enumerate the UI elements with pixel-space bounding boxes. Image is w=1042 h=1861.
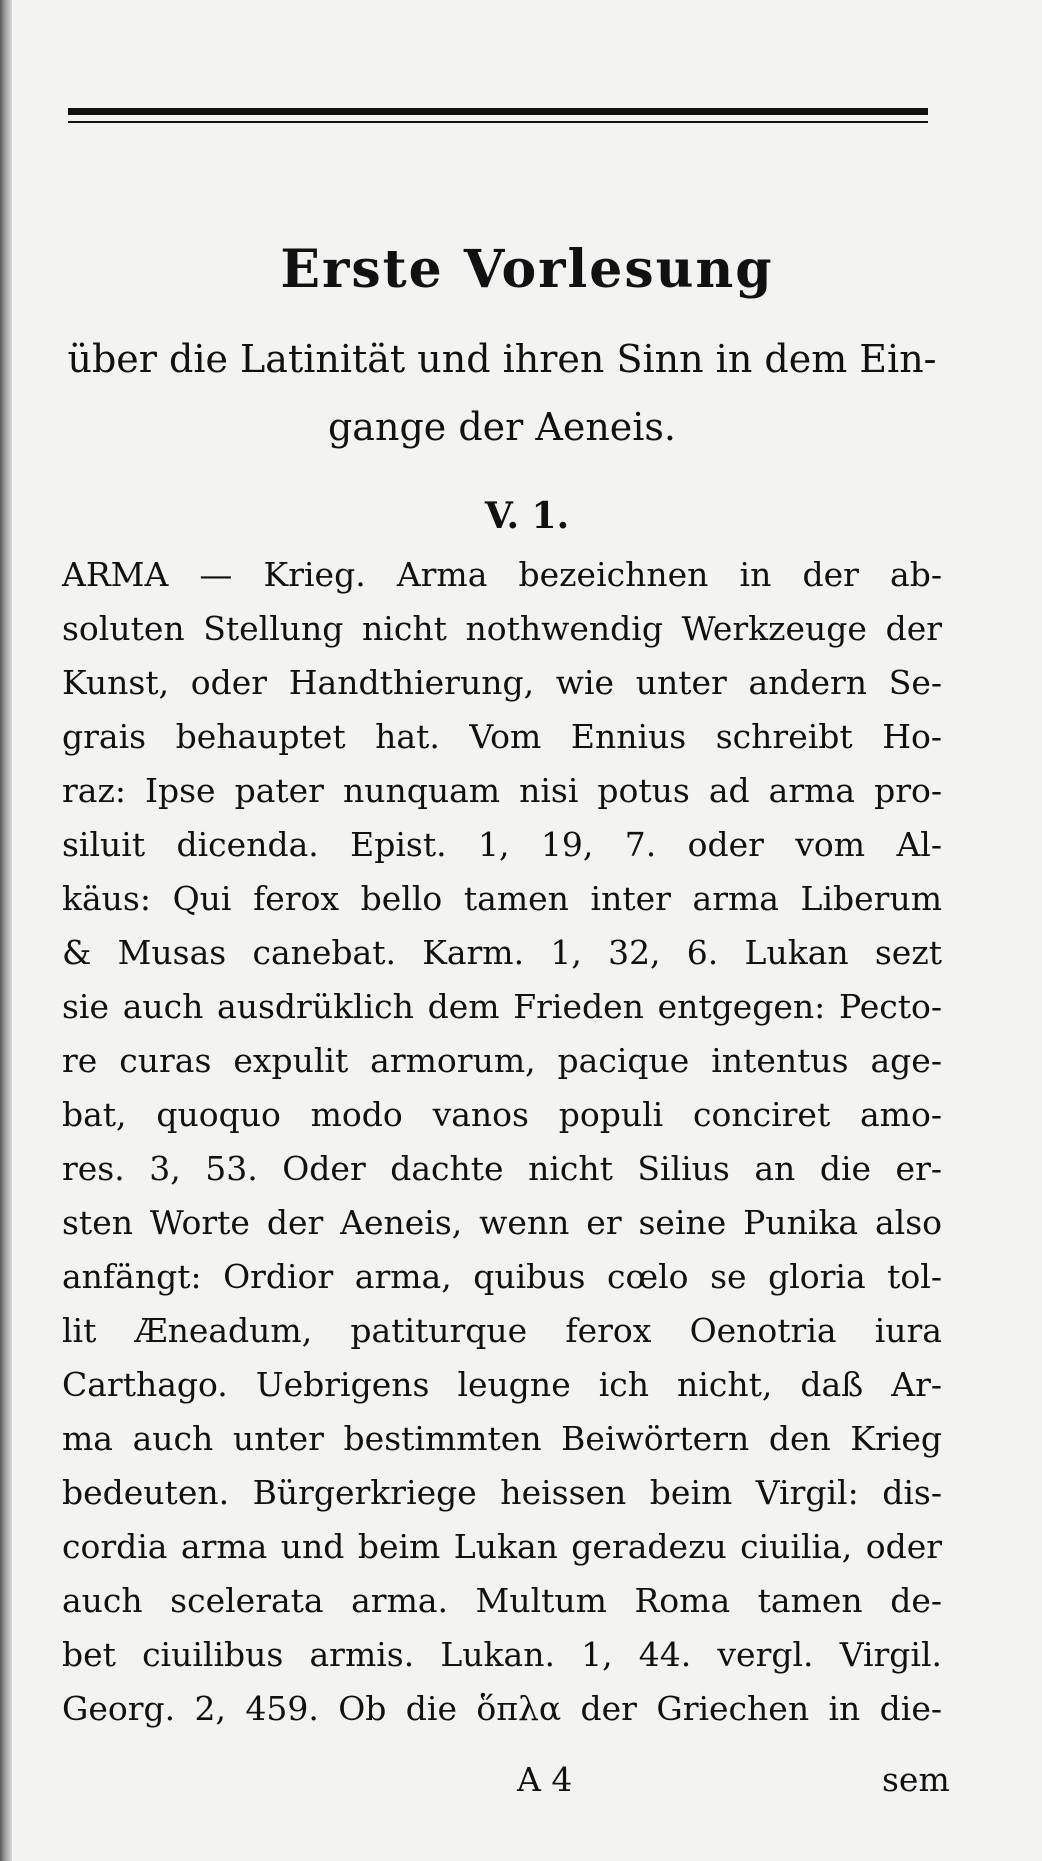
catchword: sem — [882, 1760, 950, 1799]
body-line: bet ciuilibus armis. Lukan. 1, 44. vergl. Virgil. — [62, 1635, 942, 1674]
body-line: cordia arma und beim Lukan geradezu ciuilia, oder — [62, 1527, 942, 1566]
body-line: raz: Ipse pater nunquam nisi potus ad arma pro- — [62, 771, 942, 810]
lecture-subtitle — [52, 325, 952, 461]
body-line: käus: Qui ferox bello tamen inter arma Liberum — [62, 879, 942, 918]
body-line: ma auch unter bestimmten Beiwörtern den Krieg — [62, 1419, 942, 1458]
body-line: lit Æneadum, patiturque ferox Oenotria iura — [62, 1311, 942, 1350]
body-line: anfängt: Ordior arma, quibus cœlo se gloria tol- — [62, 1257, 942, 1296]
body-line: Georg. 2, 459. Ob die ὅπλα der Griechen in die- — [62, 1689, 942, 1728]
body-line: & Musas canebat. Karm. 1, 32, 6. Lukan sezt — [62, 933, 942, 972]
header-rule-thin — [68, 121, 928, 123]
body-line: res. 3, 53. Oder dachte nicht Silius an die er- — [62, 1149, 942, 1188]
signature-mark: A 4 — [517, 1760, 573, 1799]
body-line: Carthago. Uebrigens leugne ich nicht, daß Ar- — [62, 1365, 942, 1404]
body-line: Kunst, oder Handthierung, wie unter andern Se- — [62, 663, 942, 702]
body-line: auch scelerata arma. Multum Roma tamen de- — [62, 1581, 942, 1620]
body-line: bedeuten. Bürgerkriege heissen beim Virgil: dis- — [62, 1473, 942, 1512]
body-line: soluten Stellung nicht nothwendig Werkzeuge der — [62, 609, 942, 648]
body-line: siluit dicenda. Epist. 1, 19, 7. oder vom Al- — [62, 825, 942, 864]
body-line: sie auch ausdrüklich dem Frieden entgegen: Pecto- — [62, 987, 942, 1026]
body-line: bat, quoquo modo vanos populi conciret amo- — [62, 1095, 942, 1134]
body-line: re curas expulit armorum, pacique intentus age- — [62, 1041, 942, 1080]
scan-left-edge — [0, 0, 12, 1861]
lecture-title: Erste Vorlesung — [280, 239, 774, 300]
body-line: grais behauptet hat. Vom Ennius schreibt Ho- — [62, 717, 942, 756]
subtitle-line-2: gange der Aeneis. — [327, 405, 677, 449]
body-line: ARMA — Krieg. Arma bezeichnen in der ab- — [62, 555, 942, 594]
body-line: sten Worte der Aeneis, wenn er seine Punika also — [62, 1203, 942, 1242]
verse-reference: V. 1. — [484, 495, 570, 537]
book-page — [12, 0, 1042, 1861]
subtitle-line-1: über die Latinität und ihren Sinn in dem Ein- — [67, 337, 937, 381]
header-rule-thick — [68, 108, 928, 115]
